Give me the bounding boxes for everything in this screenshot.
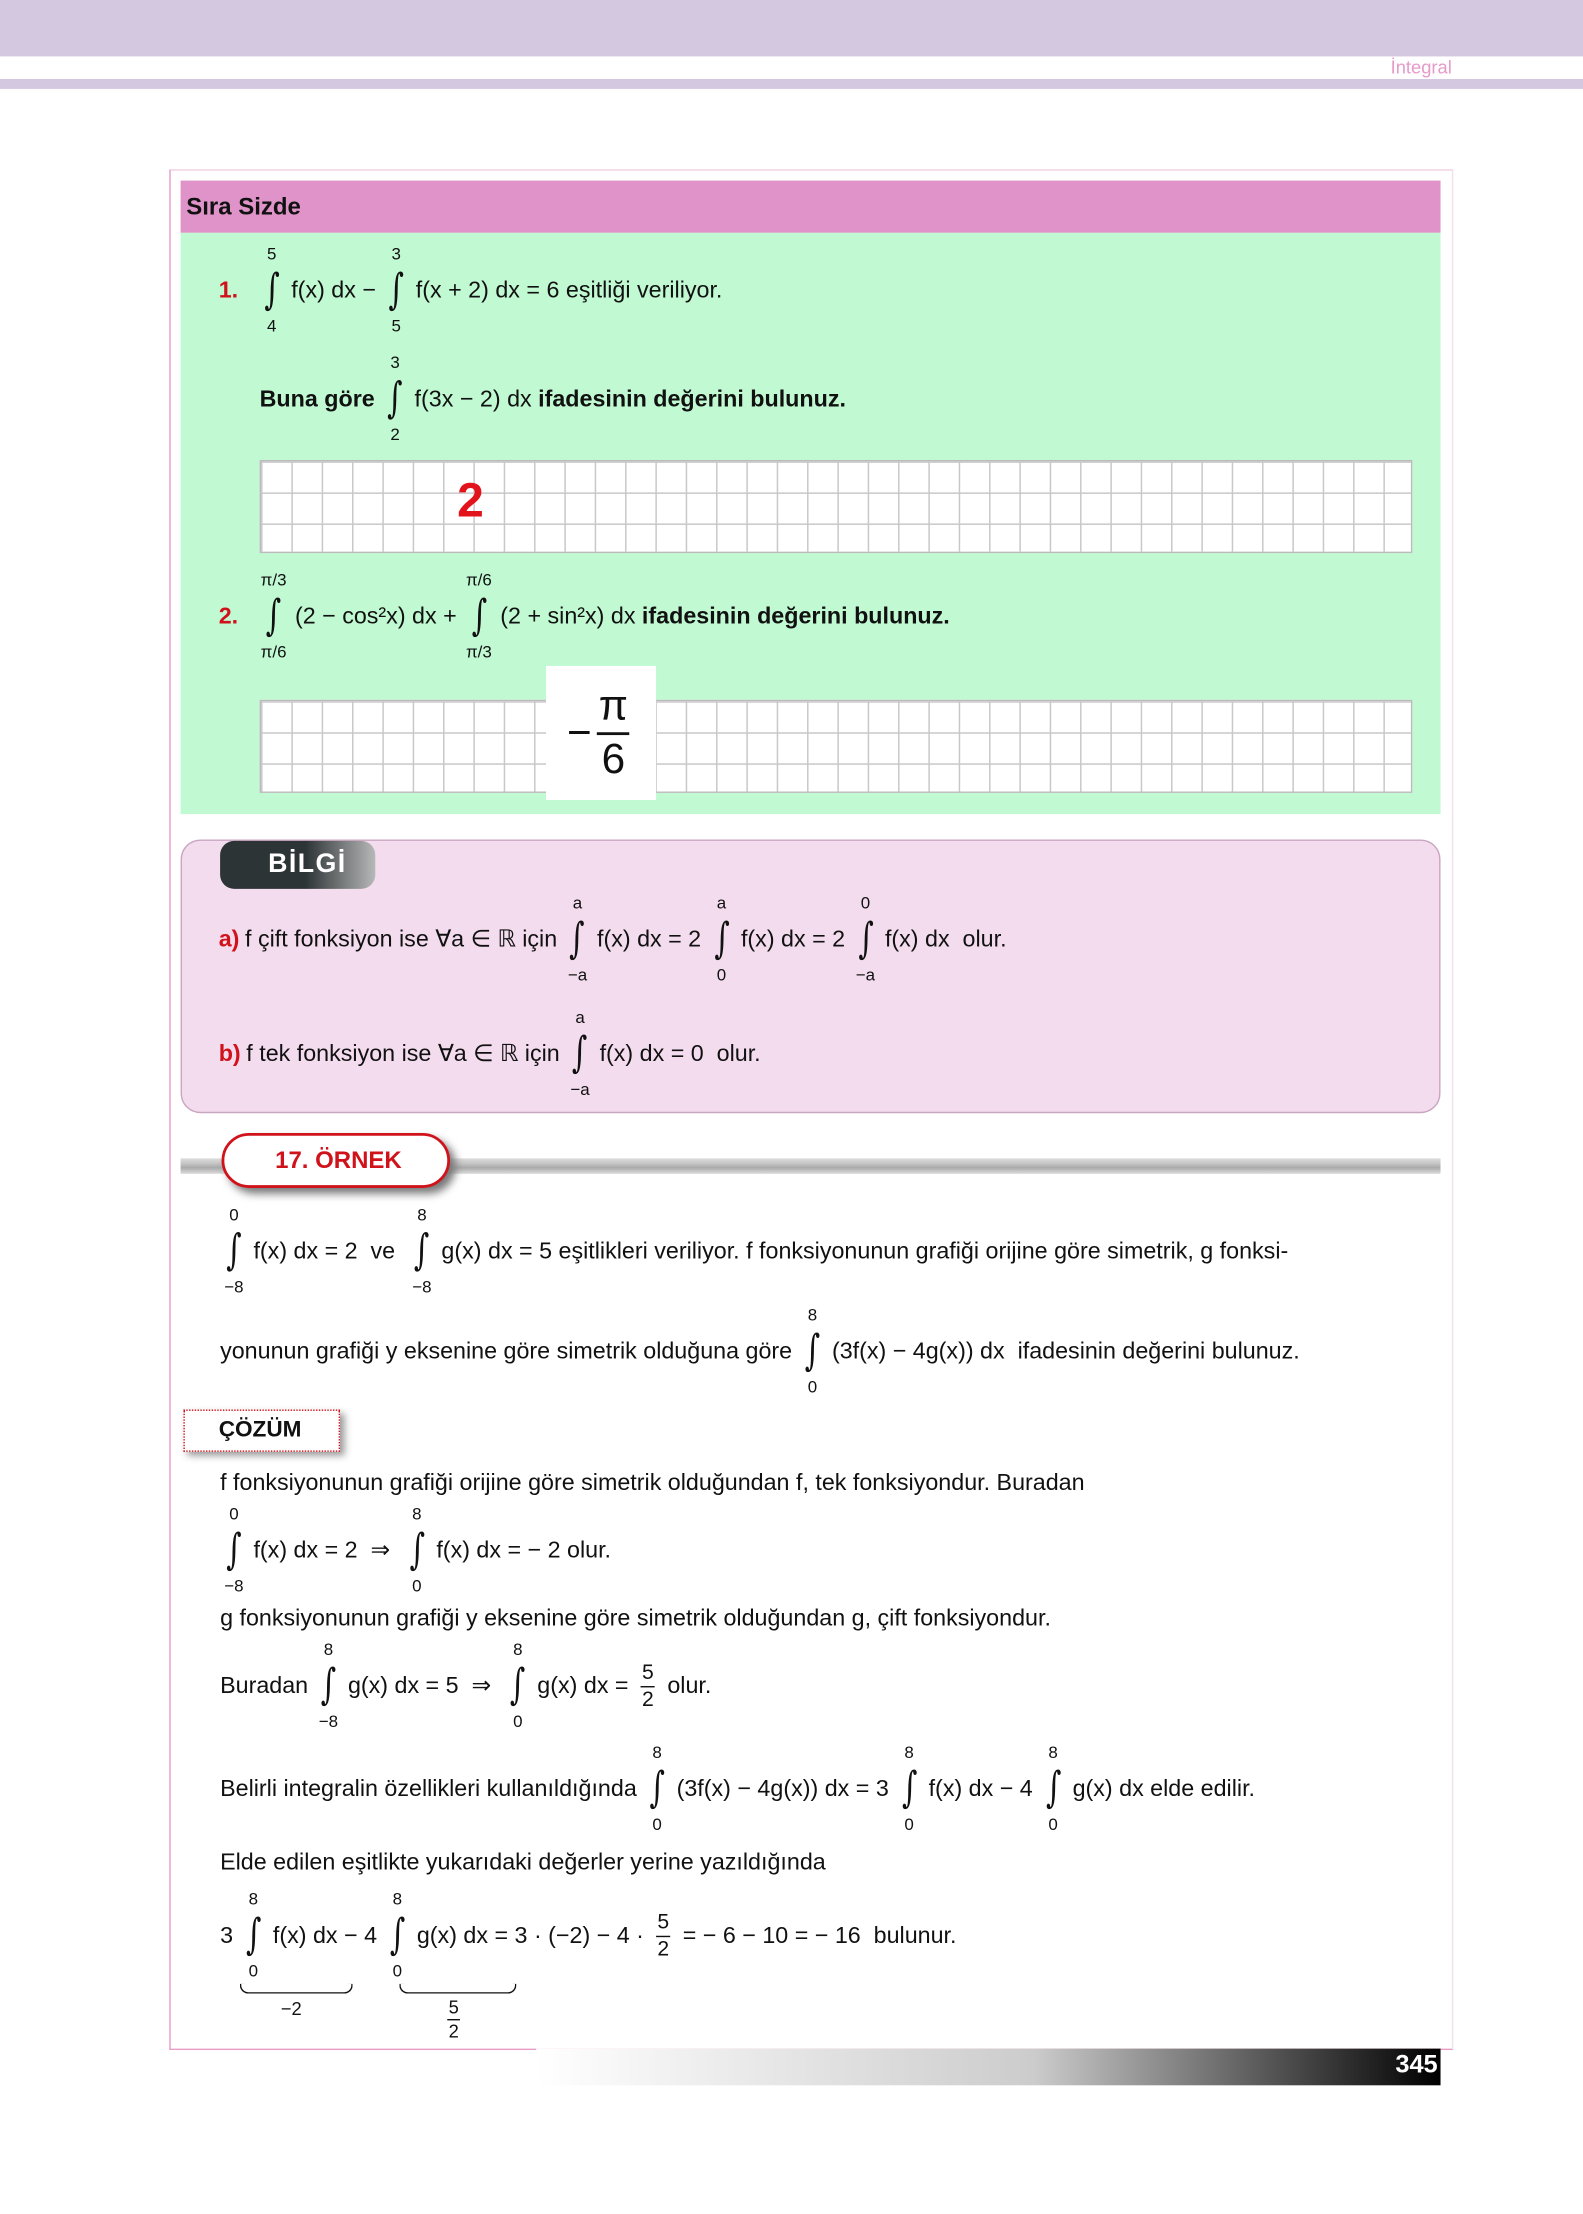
fraction bbox=[656, 1910, 671, 1962]
sira-sizde-header bbox=[181, 181, 1441, 233]
integral bbox=[261, 570, 287, 663]
answer-grid-1[interactable] bbox=[260, 460, 1413, 553]
lower-limit: π/3 bbox=[465, 641, 492, 662]
integral bbox=[411, 1205, 433, 1298]
bold-text: ifadesinin değerini bulunuz. bbox=[538, 385, 846, 412]
math-expression bbox=[220, 1606, 1051, 1633]
upper-limit: 8 bbox=[392, 1889, 403, 1909]
upper-limit: 8 bbox=[807, 1305, 818, 1325]
text: g fonksiyonunun grafiği y eksenine göre simetrik olduğundan g, çift fonksiyondur. bbox=[220, 1605, 1051, 1632]
text: g(x) dx = bbox=[537, 1672, 635, 1699]
integral bbox=[261, 244, 283, 337]
integral bbox=[466, 570, 492, 663]
example-statement-line-1 bbox=[220, 1205, 1288, 1298]
denominator: 2 bbox=[448, 2019, 459, 2041]
integral-sign-icon: ∫ bbox=[510, 1660, 526, 1711]
numerator: 5 bbox=[656, 1910, 671, 1937]
chapter-topic: İntegral bbox=[1390, 56, 1452, 78]
math-expression bbox=[220, 1504, 611, 1597]
upper-limit: π/3 bbox=[260, 570, 287, 590]
text: yonunun grafiği y eksenine göre simetrik olduğuna göre bbox=[220, 1338, 799, 1364]
math-expression bbox=[260, 353, 846, 446]
math-expression bbox=[246, 1007, 760, 1100]
text: (3f(x) − 4g(x)) dx ifadesinin değerini bulunuz. bbox=[831, 1338, 1300, 1364]
text: (3f(x) − 4g(x)) dx = 3 bbox=[676, 1775, 896, 1802]
text: f(x) dx = 2 ⇒ bbox=[253, 1537, 403, 1564]
integral bbox=[242, 1889, 264, 1982]
text: (2 − cos²x) dx + bbox=[294, 603, 464, 629]
upper-limit: a bbox=[716, 893, 727, 913]
math-expression bbox=[220, 1639, 711, 1732]
info-rule-a bbox=[219, 893, 1007, 986]
upper-limit: 8 bbox=[323, 1639, 334, 1660]
answer-grid-2[interactable] bbox=[260, 700, 1413, 793]
answer-1: 2 bbox=[457, 474, 484, 528]
lower-limit: 0 bbox=[513, 1711, 523, 1732]
denominator: 6 bbox=[601, 735, 626, 783]
integral bbox=[710, 893, 732, 986]
upper-limit: 8 bbox=[248, 1889, 259, 1909]
math-expression bbox=[220, 1742, 1255, 1835]
underbrace-1 bbox=[240, 1984, 353, 1994]
text: f fonksiyonunun grafiği orijine göre simetrik olduğundan f, tek fonksiyondur. Buradan bbox=[220, 1470, 1085, 1496]
integral bbox=[384, 353, 406, 446]
text: Elde edilen eşitlikte yukarıdaki değerler yerine yazıldığında bbox=[220, 1849, 826, 1876]
upper-limit: 8 bbox=[417, 1204, 427, 1225]
math-expression bbox=[220, 1205, 1288, 1298]
upper-limit: 8 bbox=[904, 1742, 914, 1763]
question-number: 2. bbox=[218, 603, 239, 629]
text: f(x) dx = − 2 olur. bbox=[436, 1537, 612, 1563]
integral bbox=[898, 1742, 920, 1835]
integral bbox=[385, 244, 407, 337]
text: Buradan bbox=[220, 1672, 315, 1699]
text: f çift fonksiyon ise ∀a ∈ ℝ için bbox=[245, 926, 564, 953]
integral-sign-icon: ∫ bbox=[387, 373, 403, 424]
integral bbox=[1042, 1742, 1064, 1835]
lower-limit: 0 bbox=[248, 1961, 259, 1981]
solution-line-3 bbox=[220, 1606, 1051, 1633]
integral-sign-icon: ∫ bbox=[713, 914, 730, 964]
lower-limit: −a bbox=[855, 965, 876, 985]
numerator: 5 bbox=[641, 1660, 656, 1687]
question-2-statement bbox=[219, 570, 950, 663]
integral-sign-icon: ∫ bbox=[649, 1763, 665, 1814]
math-expression bbox=[245, 893, 1007, 986]
answer-fraction bbox=[597, 681, 629, 785]
lower-limit: 0 bbox=[807, 1377, 818, 1397]
text: 3 bbox=[220, 1922, 240, 1948]
lower-limit: 2 bbox=[390, 424, 400, 445]
example-title: 17. ÖRNEK bbox=[222, 1133, 451, 1188]
integral-sign-icon: ∫ bbox=[245, 1910, 262, 1960]
info-rule-b bbox=[219, 1007, 761, 1100]
upper-limit: 8 bbox=[412, 1504, 422, 1524]
solution-line-4 bbox=[220, 1639, 711, 1732]
integral-sign-icon: ∫ bbox=[1045, 1763, 1061, 1814]
upper-limit: 8 bbox=[1048, 1742, 1058, 1763]
example-statement-line-2 bbox=[220, 1305, 1300, 1398]
integral-sign-icon: ∫ bbox=[414, 1226, 430, 1276]
text: olur. bbox=[660, 1672, 712, 1699]
integral bbox=[566, 893, 588, 986]
lower-limit: 0 bbox=[412, 1575, 422, 1596]
fraction bbox=[641, 1660, 656, 1712]
text: g(x) dx = 3 · (−2) − 4 · bbox=[416, 1922, 651, 1948]
sira-sizde-title: Sıra Sizde bbox=[186, 193, 301, 221]
upper-limit: a bbox=[575, 1007, 585, 1028]
info-box-title: BİLGİ bbox=[220, 841, 375, 889]
lower-limit: −8 bbox=[318, 1711, 339, 1732]
text: = − 6 − 10 = − 16 bulunur. bbox=[676, 1922, 957, 1948]
text: f(x) dx olur. bbox=[884, 926, 1007, 952]
integral-sign-icon: ∫ bbox=[572, 1028, 588, 1078]
answer-sign: − bbox=[567, 708, 592, 756]
integral bbox=[646, 1742, 668, 1835]
lower-limit: 0 bbox=[392, 1961, 403, 1981]
text: f(x) dx − bbox=[291, 277, 383, 303]
solution-line-1 bbox=[220, 1470, 1084, 1497]
math-expression bbox=[258, 244, 723, 337]
text: g(x) dx = 5 eşitlikleri veriliyor. f fonksiyonunun grafiği orijine göre simetrik, g fonksi- bbox=[441, 1238, 1289, 1264]
page-number: 345 bbox=[1395, 2050, 1438, 2079]
integral-sign-icon: ∫ bbox=[857, 914, 874, 964]
math-expression bbox=[220, 1305, 1300, 1398]
integral-sign-icon: ∫ bbox=[409, 1525, 425, 1575]
integral bbox=[507, 1639, 529, 1732]
answer-2 bbox=[546, 666, 656, 800]
text: f(x + 2) dx = 6 eşitliği veriliyor. bbox=[415, 277, 723, 303]
numerator: 5 bbox=[447, 1996, 460, 2019]
lower-limit: 0 bbox=[904, 1814, 914, 1835]
solution-line-5 bbox=[220, 1742, 1255, 1835]
bold-text: Buna göre bbox=[259, 385, 382, 412]
lower-limit: π/6 bbox=[260, 641, 287, 662]
underbrace-2 bbox=[399, 1984, 516, 1994]
text: Belirli integralin özellikleri kullanıldığında bbox=[220, 1775, 644, 1802]
integral-sign-icon: ∫ bbox=[263, 265, 280, 315]
upper-limit: a bbox=[572, 893, 583, 913]
solution-title: ÇÖZÜM bbox=[183, 1409, 340, 1451]
math-expression bbox=[220, 1850, 826, 1877]
page-number-bar bbox=[536, 2049, 1440, 2086]
integral-sign-icon: ∫ bbox=[901, 1763, 917, 1814]
solution-line-2 bbox=[220, 1504, 611, 1597]
integral-sign-icon: ∫ bbox=[265, 591, 282, 641]
text: f(x) dx = 2 bbox=[740, 926, 852, 952]
solution-line-7 bbox=[220, 1889, 956, 1982]
denominator: 2 bbox=[657, 1936, 670, 1961]
integral bbox=[801, 1305, 823, 1398]
integral-sign-icon: ∫ bbox=[471, 591, 487, 641]
text: g(x) dx elde edilir. bbox=[1072, 1775, 1256, 1802]
integral-sign-icon: ∫ bbox=[388, 265, 404, 315]
rule-label: b) bbox=[218, 1040, 241, 1066]
text: f(x) dx = 2 bbox=[596, 926, 708, 952]
rule-label: a) bbox=[218, 926, 240, 952]
integral-sign-icon: ∫ bbox=[226, 1525, 242, 1575]
lower-limit: −a bbox=[570, 1079, 590, 1100]
lower-limit: 4 bbox=[266, 316, 277, 336]
question-1-statement bbox=[219, 244, 723, 337]
question-1-prompt bbox=[260, 353, 846, 446]
question-number: 1. bbox=[218, 277, 239, 303]
lower-limit: 0 bbox=[1048, 1814, 1058, 1835]
lower-limit: −8 bbox=[224, 1575, 244, 1596]
integral bbox=[569, 1007, 591, 1100]
lower-limit: −8 bbox=[412, 1276, 432, 1297]
solution-line-6 bbox=[220, 1850, 826, 1877]
upper-limit: 8 bbox=[652, 1742, 662, 1763]
upper-limit: π/6 bbox=[465, 570, 492, 590]
text: f(x) dx = 2 ve bbox=[253, 1238, 409, 1264]
lower-limit: 0 bbox=[652, 1814, 662, 1835]
upper-limit: 3 bbox=[391, 244, 401, 264]
upper-limit: 8 bbox=[513, 1639, 523, 1660]
text: f(3x − 2) dx bbox=[414, 385, 539, 412]
math-expression bbox=[220, 1470, 1084, 1497]
integral bbox=[854, 893, 876, 986]
lower-limit: 5 bbox=[391, 316, 401, 336]
text: f(x) dx = 0 olur. bbox=[599, 1040, 761, 1066]
integral-sign-icon: ∫ bbox=[569, 914, 586, 964]
integral bbox=[223, 1205, 245, 1298]
math-expression bbox=[258, 570, 950, 663]
upper-limit: 0 bbox=[860, 893, 871, 913]
text: f tek fonksiyon ise ∀a ∈ ℝ için bbox=[246, 1041, 567, 1067]
integral-sign-icon: ∫ bbox=[320, 1660, 337, 1711]
integral bbox=[386, 1889, 408, 1982]
lower-limit: 0 bbox=[716, 965, 727, 985]
integral-sign-icon: ∫ bbox=[804, 1326, 821, 1376]
text: f(x) dx − 4 bbox=[272, 1922, 384, 1948]
top-divider bbox=[0, 79, 1583, 89]
upper-limit: 3 bbox=[390, 352, 400, 373]
text: f(x) dx − 4 bbox=[928, 1775, 1040, 1802]
upper-limit: 0 bbox=[229, 1204, 239, 1225]
lower-limit: −8 bbox=[224, 1276, 244, 1297]
underbrace-2-value bbox=[447, 1996, 460, 2041]
text: (2 + sin²x) dx bbox=[500, 603, 642, 629]
upper-limit: 0 bbox=[229, 1504, 239, 1524]
text: g(x) dx = 5 ⇒ bbox=[347, 1673, 504, 1699]
integral-sign-icon: ∫ bbox=[389, 1910, 406, 1960]
lower-limit: −a bbox=[567, 965, 588, 985]
top-banner bbox=[0, 0, 1583, 56]
bold-text: ifadesinin değerini bulunuz. bbox=[641, 603, 950, 629]
integral bbox=[317, 1639, 339, 1732]
math-expression bbox=[220, 1889, 956, 1982]
upper-limit: 5 bbox=[266, 244, 277, 264]
integral-sign-icon: ∫ bbox=[226, 1226, 242, 1276]
underbrace-1-value: −2 bbox=[280, 1997, 302, 2019]
integral bbox=[223, 1504, 245, 1597]
denominator: 2 bbox=[642, 1686, 654, 1711]
numerator: π bbox=[597, 681, 629, 735]
integral bbox=[406, 1504, 428, 1597]
